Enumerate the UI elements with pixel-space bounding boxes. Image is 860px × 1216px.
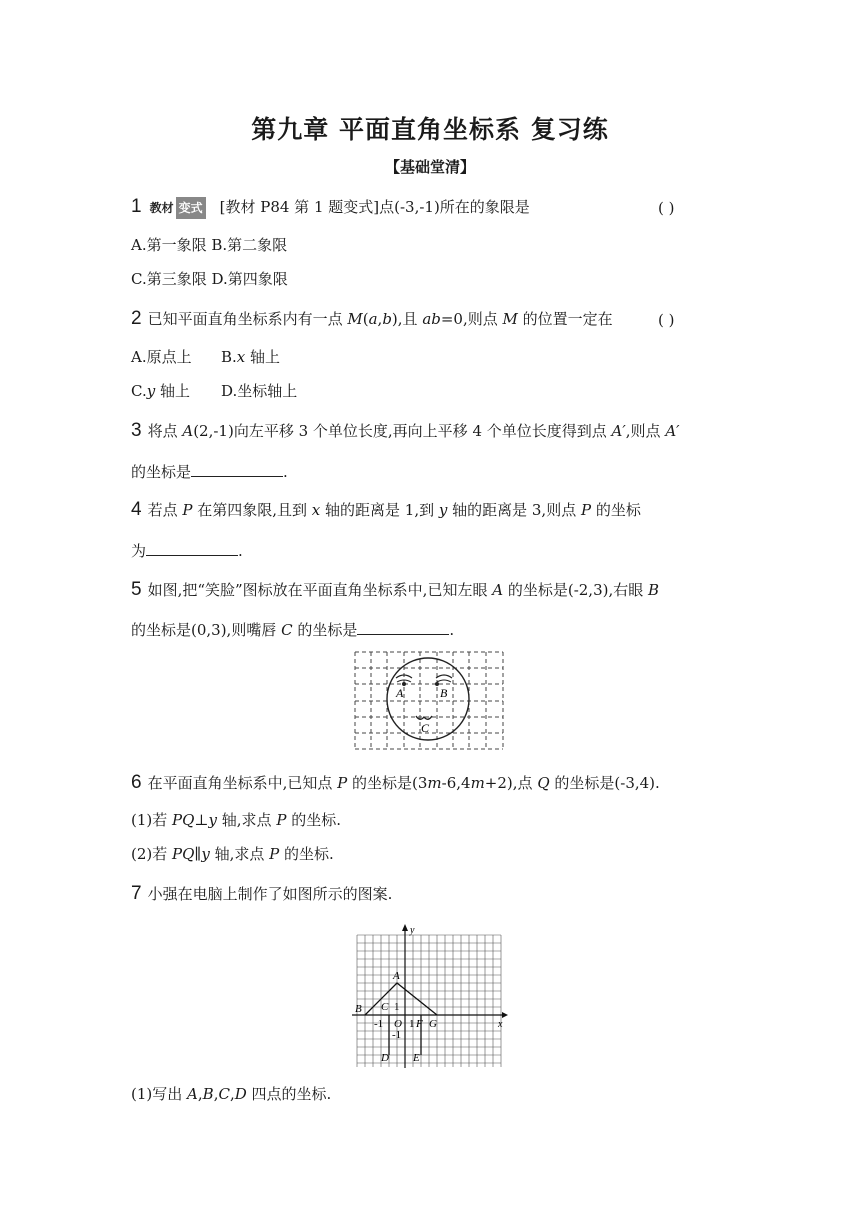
- var: y: [438, 501, 448, 519]
- text: 的坐标是(-3,4).: [549, 774, 660, 792]
- var: ab: [422, 310, 441, 328]
- text: ,则点: [625, 422, 666, 440]
- tick-label-neg1: -1: [392, 1029, 402, 1041]
- point-label-a: A: [393, 970, 400, 982]
- var: P: [337, 774, 348, 792]
- question-number: 4: [131, 499, 142, 520]
- x-axis-label: x: [498, 1019, 503, 1030]
- text: (2)若: [131, 845, 173, 863]
- var: y: [201, 845, 210, 863]
- text: =0,则点: [440, 310, 503, 328]
- var: y: [208, 811, 218, 829]
- question-text: 小强在电脑上制作了如图所示的图案.: [147, 885, 393, 903]
- text: 已知平面直角坐标系内有一点: [147, 310, 348, 328]
- text: B.: [221, 348, 237, 366]
- question-number: 3: [131, 420, 142, 441]
- text: ∥: [194, 845, 202, 863]
- smiley-face-figure: [353, 650, 505, 752]
- tick-label-1: 1: [394, 1001, 400, 1013]
- answer-paren: ( ): [658, 199, 675, 217]
- var: P: [580, 501, 592, 519]
- text: (2,-1)向左平移 3 个单位长度,再向上平移 4 个单位长度得到点: [193, 422, 612, 440]
- point-label-c: C: [381, 1001, 389, 1013]
- var: A′: [611, 422, 626, 440]
- var: M: [502, 310, 518, 328]
- var: A: [492, 581, 504, 599]
- text: .: [449, 621, 455, 639]
- var: b: [382, 310, 392, 328]
- option-a: A.原点上: [131, 348, 192, 366]
- var: PQ: [172, 845, 195, 863]
- question-3-line2: [131, 462, 288, 482]
- y-axis-label: y: [410, 925, 415, 936]
- point-label-c: C: [421, 721, 430, 735]
- var: A′: [665, 422, 680, 440]
- var: m: [427, 774, 442, 792]
- page-title: 第九章 平面直角坐标系 复习练: [251, 115, 609, 144]
- text: 在第四象限,且到: [192, 501, 312, 519]
- question-text: [教材 P84 第 1 题变式]点(-3,-1)所在的象限是: [219, 198, 530, 216]
- origin-label: O: [394, 1018, 402, 1030]
- question-4-line2: [131, 541, 243, 561]
- question-7-part1: [131, 1084, 331, 1104]
- question-number: 2: [131, 308, 142, 329]
- text: 轴上: [155, 382, 190, 400]
- question-4: [131, 500, 641, 520]
- text: 的坐标是: [131, 463, 192, 481]
- var: B: [648, 581, 660, 599]
- text: 的坐标: [591, 501, 641, 519]
- text: 轴,求点: [217, 811, 277, 829]
- text: .: [283, 463, 288, 481]
- question-5-line2: [131, 620, 454, 640]
- text: 为: [131, 542, 147, 560]
- text: C.: [131, 382, 147, 400]
- text: 轴,求点: [209, 845, 270, 863]
- text: (1)若: [131, 811, 173, 829]
- text: (1)写出: [131, 1085, 188, 1103]
- point-label-f: F: [416, 1018, 423, 1030]
- text: 如图,把“笑脸”图标放在平面直角坐标系中,已知左眼: [147, 581, 493, 599]
- question-2: [131, 309, 613, 329]
- var: B: [202, 1085, 214, 1103]
- text: 轴的距离是 1,到: [320, 501, 439, 519]
- var: M: [347, 310, 363, 328]
- var: a: [368, 310, 378, 328]
- tick-label-1: 1: [409, 1018, 415, 1030]
- var: P: [269, 845, 280, 863]
- point-label-a: A: [396, 686, 404, 700]
- question-number: 7: [131, 883, 142, 904]
- var: D: [234, 1085, 247, 1103]
- question-3: [131, 421, 680, 441]
- options-line: C.第三象限 D.第四象限: [131, 270, 288, 288]
- var: A: [182, 422, 194, 440]
- var: PQ: [172, 811, 195, 829]
- text: ,: [197, 1085, 203, 1103]
- section-heading: 【基础堂清】: [384, 158, 475, 176]
- var: m: [470, 774, 485, 792]
- question-6-part1: [131, 810, 341, 830]
- text: .: [238, 542, 243, 560]
- coordinate-pattern-figure: [350, 921, 510, 1071]
- answer-blank[interactable]: [146, 541, 238, 556]
- question-6-part2: [131, 844, 334, 864]
- point-label-e: E: [413, 1052, 420, 1064]
- text: 的坐标.: [279, 845, 334, 863]
- var: C: [218, 1085, 230, 1103]
- text: -6,4: [441, 774, 471, 792]
- var: P: [182, 501, 193, 519]
- var: x: [236, 348, 246, 366]
- var: y: [146, 382, 156, 400]
- option-b: [221, 347, 280, 367]
- question-6: [131, 773, 660, 793]
- var: P: [276, 811, 287, 829]
- point-label-g: G: [429, 1018, 437, 1030]
- tick-label-neg1: -1: [374, 1018, 384, 1030]
- option-d: D.坐标轴上: [221, 382, 298, 400]
- answer-blank[interactable]: [191, 462, 283, 477]
- text: 将点: [147, 422, 183, 440]
- text: 的坐标是(3: [347, 774, 428, 792]
- text: ),且: [391, 310, 423, 328]
- point-label-b: B: [355, 1003, 362, 1015]
- text: 的坐标是: [292, 621, 358, 639]
- text: 轴的距离是 3,则点: [447, 501, 581, 519]
- var: C: [281, 621, 293, 639]
- question-7: [131, 884, 392, 904]
- text: 四点的坐标.: [246, 1085, 332, 1103]
- point-label-b: B: [440, 686, 448, 700]
- question-number: 6: [131, 772, 142, 793]
- text: 在平面直角坐标系中,已知点: [147, 774, 338, 792]
- text: 的坐标是(0,3),则嘴唇: [131, 621, 282, 639]
- text: 的位置一定在: [517, 310, 613, 328]
- text: 的坐标.: [286, 811, 341, 829]
- text: +2),点: [484, 774, 538, 792]
- var: x: [311, 501, 321, 519]
- text: ,: [377, 310, 383, 328]
- var: A: [187, 1085, 198, 1103]
- text: ,: [229, 1085, 235, 1103]
- text: 轴上: [245, 348, 281, 366]
- question-number: 5: [131, 579, 142, 600]
- point-label-d: D: [381, 1052, 389, 1064]
- options-line: A.第一象限 B.第二象限: [131, 236, 288, 254]
- question-5: [131, 580, 659, 600]
- variant-badge: 变式: [176, 197, 206, 219]
- answer-blank[interactable]: [357, 620, 449, 635]
- option-c: [131, 381, 190, 401]
- question-1: [131, 197, 530, 219]
- text: (: [362, 310, 369, 328]
- textbook-badge: 教材: [149, 201, 174, 215]
- question-number: 1: [131, 196, 142, 217]
- var: Q: [537, 774, 550, 792]
- text: 若点: [147, 501, 183, 519]
- answer-paren: ( ): [658, 311, 675, 329]
- text: 的坐标是(-2,3),右眼: [503, 581, 649, 599]
- text: ⊥: [194, 811, 209, 829]
- text: ,: [213, 1085, 219, 1103]
